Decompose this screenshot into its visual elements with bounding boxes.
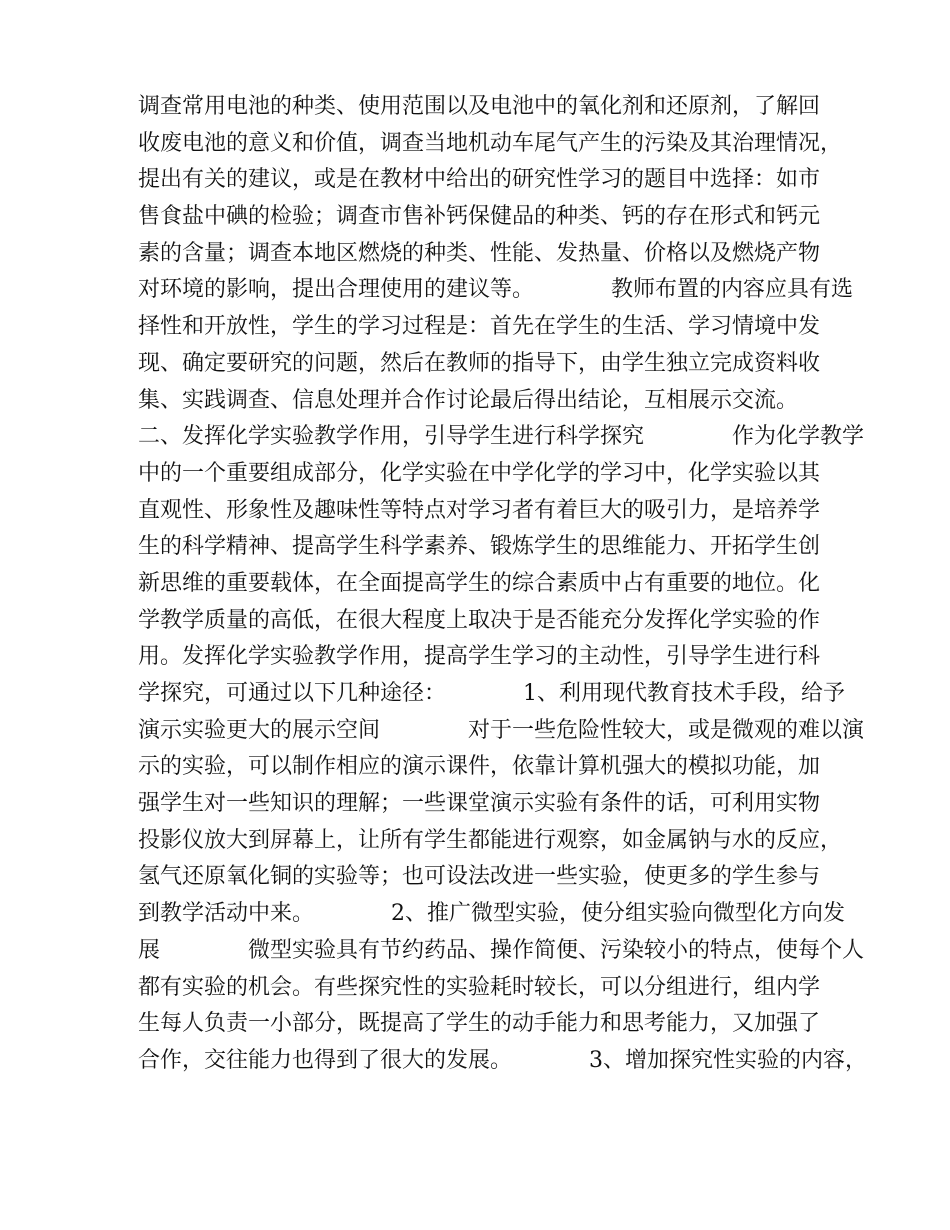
text-line-20: 强学生对一些知识的理解；一些课堂演示实验有条件的话，可利用实物 (138, 791, 821, 817)
text-line-5: 素的含量；调查本地区燃烧的种类、性能、发热量、价格以及燃烧产物 (138, 240, 821, 266)
text-line-3: 提出有关的建议，或是在教材中给出的研究性学习的题目中选择：如市 (138, 167, 821, 193)
text-line-13: 生的科学精神、提高学生科学素养、锻炼学生的思维能力、开拓学生创 (138, 534, 821, 560)
text-line-1: 调查常用电池的种类、使用范围以及电池中的氧化剂和还原剂，了解回 (138, 94, 821, 119)
text-line-25: 都有实验的机会。有些探究性的实验耗时较长，可以分组进行，组内学 (138, 974, 821, 1000)
text-line-22: 氢气还原氧化铜的实验等；也可设法改进一些实验，使更多的学生参与 (138, 864, 821, 890)
text-line-24: 展 微型实验具有节约药品、操作简便、污染较小的特点，使每个人 (138, 937, 865, 963)
text-line-7: 择性和开放性，学生的学习过程是：首先在学生的生活、学习情境中发 (138, 314, 821, 340)
text-line-15: 学教学质量的高低，在很大程度上取决于是否能充分发挥化学实验的作 (138, 607, 821, 633)
text-line-21: 投影仪放大到屏幕上，让所有学生都能进行观察，如金属钠与水的反应， (138, 827, 843, 853)
text-line-17: 学探究，可通过以下几种途径： 1、利用现代教育技术手段，给予 (138, 681, 845, 706)
text-line-16: 用。发挥化学实验教学作用，提高学生学习的主动性，引导学生进行科 (138, 644, 821, 670)
text-line-14: 新思维的重要载体，在全面提高学生的综合素质中占有重要的地位。化 (138, 570, 821, 596)
text-line-9: 集、实践调查、信息处理并合作讨论最后得出结论，互相展示交流。 (138, 387, 799, 413)
text-line-27: 合作，交往能力也得到了很大的发展。 3、增加探究性实验的内容， (138, 1047, 867, 1073)
text-line-26: 生每人负责一小部分，既提高了学生的动手能力和思考能力，又加强了 (138, 1011, 821, 1037)
text-line-6: 对环境的影响，提出合理使用的建议等。 教师布置的内容应具有选 (138, 277, 854, 303)
text-line-12: 直观性、形象性及趣味性等特点对学习者有着巨大的吸引力，是培养学 (138, 497, 821, 523)
text-line-18: 演示实验更大的展示空间 对于一些危险性较大，或是微观的难以演 (138, 717, 865, 743)
body-text (138, 89, 867, 1080)
text-line-4: 售食盐中碘的检验；调查市售补钙保健品的种类、钙的存在形式和钙元 (138, 204, 821, 230)
text-line-23: 到教学活动中来。 2、推广微型实验，使分组实验向微型化方向发 (138, 901, 845, 927)
text-line-11: 中的一个重要组成部分，化学实验在中学化学的学习中，化学实验以其 (138, 460, 821, 486)
text-line-2: 收废电池的意义和价值，调查当地机动车尾气产生的污染及其治理情况， (138, 130, 843, 156)
text-line-19: 示的实验，可以制作相应的演示课件，依靠计算机强大的模拟功能，加 (138, 754, 821, 780)
text-line-8: 现、确定要研究的问题，然后在教师的指导下，由学生独立完成资料收 (138, 350, 821, 376)
text-line-10: 二、发挥化学实验教学作用，引导学生进行科学探究 作为化学教学 (138, 424, 865, 450)
